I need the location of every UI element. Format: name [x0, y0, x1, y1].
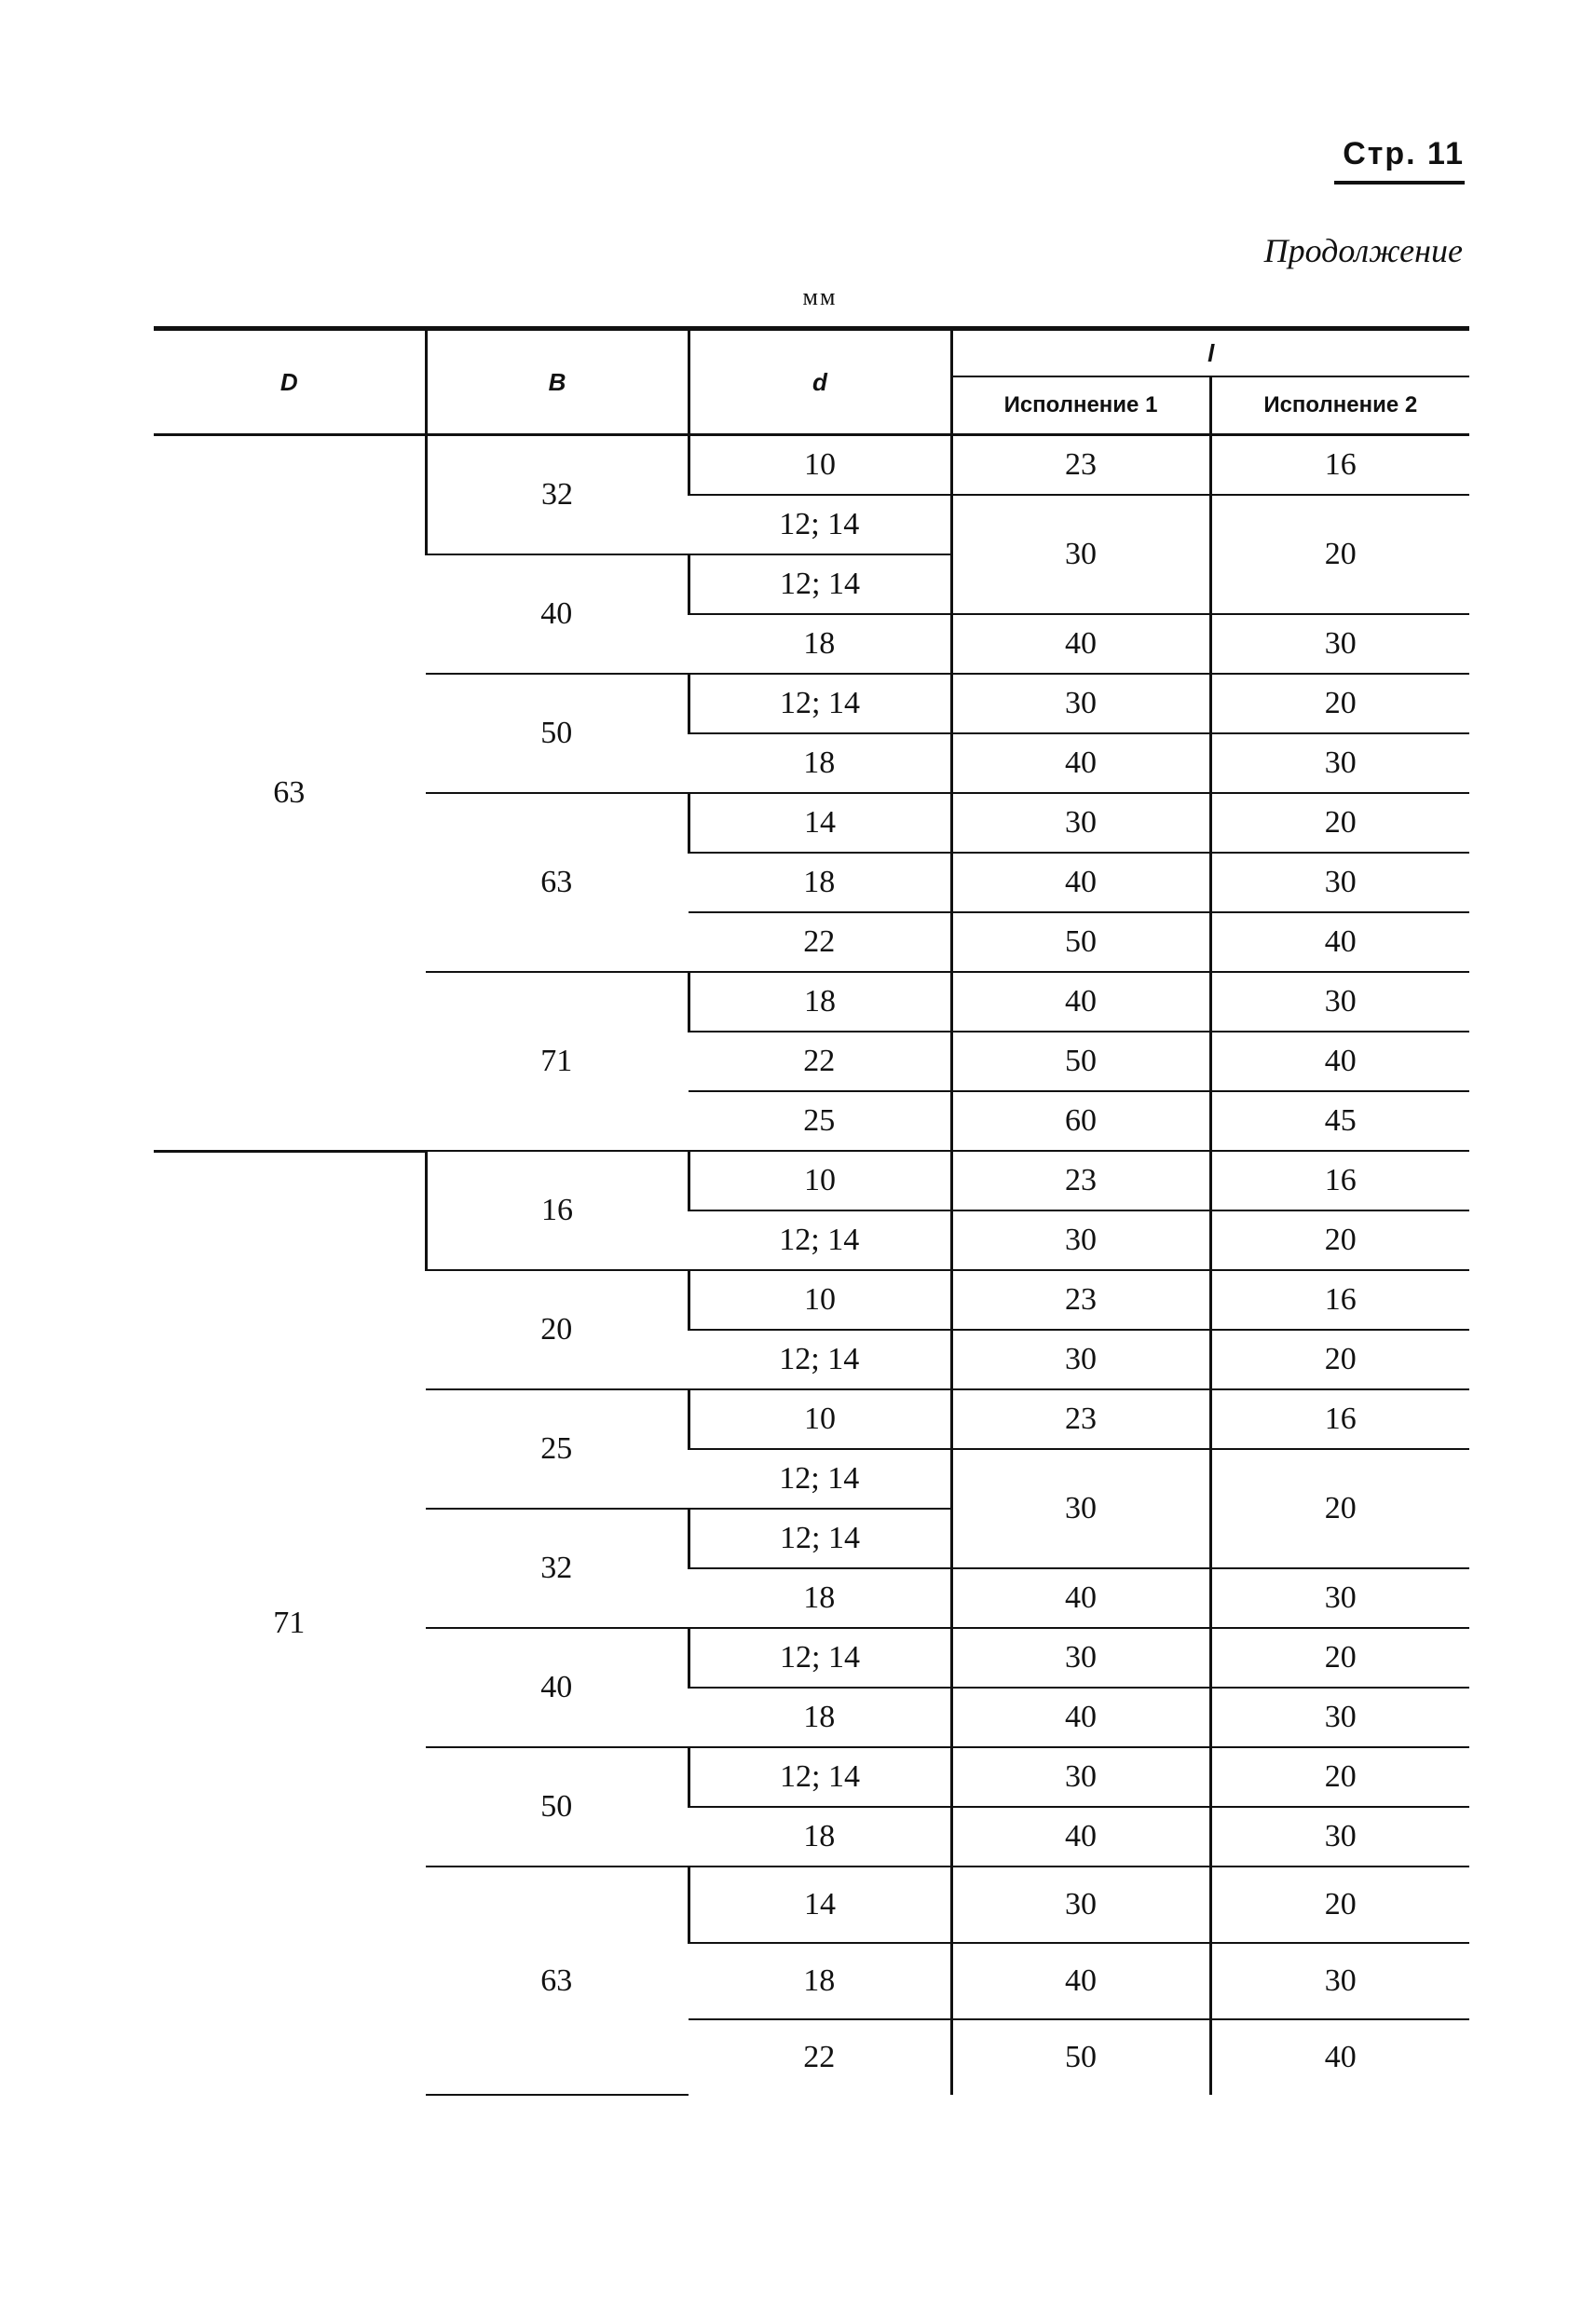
cell-l1: 30 [951, 1210, 1210, 1270]
units-label: мм [802, 283, 838, 310]
cell-l1: 40 [951, 1807, 1210, 1867]
cell-d: 12; 14 [689, 1747, 951, 1807]
cell-d: 22 [689, 1032, 951, 1091]
cell-l1: 60 [951, 1091, 1210, 1151]
cell-l2: 45 [1210, 1091, 1469, 1151]
cell-l2: 20 [1210, 1867, 1469, 1943]
header-d: d [689, 329, 951, 435]
cell-l1: 40 [951, 733, 1210, 793]
cell-B: 25 [426, 1389, 689, 1509]
cell-l2: 30 [1210, 1688, 1469, 1747]
cell-B: 40 [426, 554, 689, 674]
cell-l2: 20 [1210, 674, 1469, 733]
cell-d: 14 [689, 1867, 951, 1943]
dimensions-table [154, 326, 1469, 2096]
cell-d: 12; 14 [689, 1509, 951, 1568]
cell-B: 40 [426, 1628, 689, 1747]
table-row [154, 1151, 1469, 1210]
cell-l2: 20 [1210, 793, 1469, 853]
cell-B: 32 [426, 435, 689, 555]
cell-l2: 40 [1210, 1032, 1469, 1091]
cell-d: 10 [689, 435, 951, 496]
cell-B: 50 [426, 674, 689, 793]
cell-d: 18 [689, 733, 951, 793]
cell-d: 10 [689, 1389, 951, 1449]
cell-D: 71 [273, 1606, 306, 1641]
cell-l2: 16 [1210, 1270, 1469, 1330]
cell-d: 18 [689, 614, 951, 674]
cell-d: 18 [689, 1688, 951, 1747]
cell-l2: 40 [1210, 2019, 1469, 2095]
cell-d: 12; 14 [689, 495, 951, 554]
cell-l1: 30 [951, 674, 1210, 733]
cell-B: 71 [426, 972, 689, 1151]
cell-l1: 30 [951, 1747, 1210, 1807]
cell-l1: 23 [951, 435, 1210, 496]
cell-l2: 30 [1210, 733, 1469, 793]
cell-B: 63 [426, 1867, 689, 2095]
cell-l2: 20 [1210, 1449, 1469, 1568]
cell-l2: 30 [1210, 853, 1469, 912]
cell-l1: 50 [951, 2019, 1210, 2095]
cell-l1: 30 [951, 1449, 1210, 1568]
page-number: Стр. 11 [1334, 132, 1465, 185]
cell-l1: 40 [951, 1568, 1210, 1628]
cell-d: 12; 14 [689, 1210, 951, 1270]
cell-B: 16 [426, 1151, 689, 1270]
cell-l2: 20 [1210, 495, 1469, 614]
cell-l1: 40 [951, 853, 1210, 912]
cell-l1: 50 [951, 912, 1210, 972]
cell-l1: 30 [951, 1330, 1210, 1389]
cell-d: 12; 14 [689, 1628, 951, 1688]
cell-l2: 16 [1210, 435, 1469, 496]
cell-l1: 30 [951, 1867, 1210, 1943]
cell-l1: 50 [951, 1032, 1210, 1091]
cell-l1: 40 [951, 614, 1210, 674]
table-row [154, 435, 1469, 496]
cell-d: 12; 14 [689, 554, 951, 614]
cell-l2: 20 [1210, 1628, 1469, 1688]
cell-l2: 30 [1210, 1568, 1469, 1628]
cell-d: 10 [689, 1270, 951, 1330]
cell-l2: 30 [1210, 614, 1469, 674]
cell-l1: 30 [951, 1628, 1210, 1688]
cell-d: 12; 14 [689, 674, 951, 733]
cell-d: 12; 14 [689, 1330, 951, 1389]
cell-l2: 30 [1210, 1807, 1469, 1867]
cell-l1: 40 [951, 1943, 1210, 2019]
cell-l2: 20 [1210, 1747, 1469, 1807]
header-execution-2: Исполнение 2 [1210, 376, 1469, 435]
cell-d: 22 [689, 912, 951, 972]
cell-d: 18 [689, 853, 951, 912]
cell-l1: 23 [951, 1389, 1210, 1449]
header-execution-1: Исполнение 1 [951, 376, 1210, 435]
cell-d: 18 [689, 1568, 951, 1628]
cell-d: 18 [689, 1943, 951, 2019]
header-B: B [426, 329, 689, 435]
cell-l1: 23 [951, 1151, 1210, 1210]
cell-B: 50 [426, 1747, 689, 1867]
cell-d: 25 [689, 1091, 951, 1151]
cell-l2: 20 [1210, 1210, 1469, 1270]
cell-B: 63 [426, 793, 689, 972]
cell-d: 14 [689, 793, 951, 853]
cell-l2: 40 [1210, 912, 1469, 972]
cell-d: 10 [689, 1151, 951, 1210]
cell-l1: 30 [951, 495, 1210, 614]
cell-d: 22 [803, 2040, 836, 2074]
cell-B: 20 [426, 1270, 689, 1389]
cell-d: 18 [689, 972, 951, 1032]
cell-l1: 40 [951, 1688, 1210, 1747]
cell-D: 63 [154, 435, 426, 1152]
cell-d: 18 [689, 1807, 951, 1867]
cell-l2: 20 [1210, 1330, 1469, 1389]
header-l: l [951, 329, 1469, 377]
cell-l2: 16 [1210, 1389, 1469, 1449]
cell-l1: 23 [951, 1270, 1210, 1330]
cell-l1: 40 [951, 972, 1210, 1032]
cell-l1: 30 [951, 793, 1210, 853]
cell-d: 12; 14 [689, 1449, 951, 1509]
header-D: D [154, 329, 426, 435]
cell-l2: 30 [1210, 972, 1469, 1032]
cell-B: 32 [426, 1509, 689, 1628]
continuation-label: Продолжение [1263, 232, 1463, 269]
cell-l2: 30 [1210, 1943, 1469, 2019]
cell-l2: 16 [1210, 1151, 1469, 1210]
